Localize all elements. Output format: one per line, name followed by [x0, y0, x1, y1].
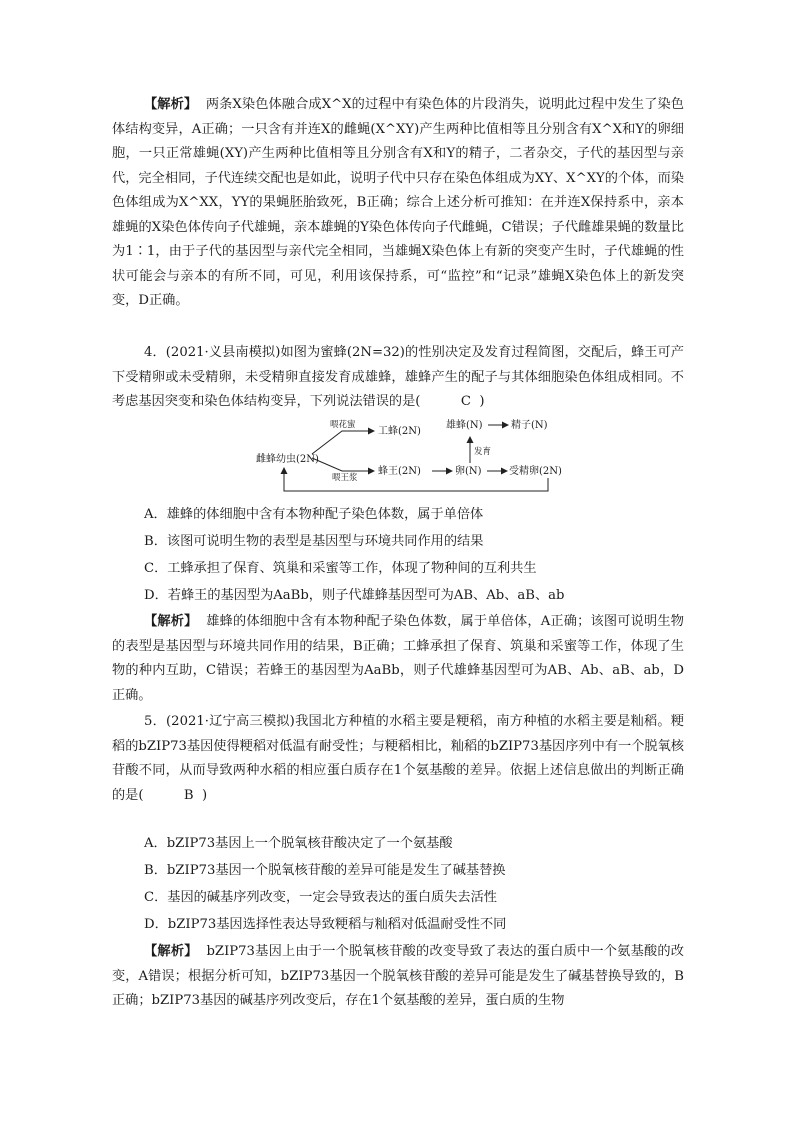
arrow-to-queen: [312, 458, 374, 471]
analysis-paragraph-5: 【解析】 bZIP73基因上由于一个脱氧核苷酸的改变导致了表达的蛋白质中一个氨基酸的改变，A错误；根据分析可知，bZIP73基因一个脱氧核苷酸的差异可能是发生了碱基替换导致的，B正确；bZIP73基因的碱基序列改变后，存在1个氨基酸的差异，蛋白质的生物: [112, 944, 684, 1008]
analysis-label: 【解析】: [144, 97, 198, 112]
question-4-stem: 4．(2021·义县南模拟)如图为蜜蜂(2N=32)的性别决定及发育过程简图，交配后，蜂王可产下受精卵或未受精卵，未受精卵直接发育成雄蜂，雄蜂产生的配子与其体细胞染色体组成相同。不考虑基因突变和染色体结构变异，下列说法错误的是( C ): [112, 341, 684, 415]
q5-option-c: C．基因的碱基序列改变，一定会导致表达的蛋白质失去活性: [144, 890, 497, 905]
analysis-text: 两条X染色体融合成X^X的过程中有染色体的片段消失，说明此过程中发生了染色体结构变异，A正确；一只含有并连X的雌蝇(X^XY)产生两种比值相等且分别含有X^X和Y的卵细胞，一只正常雄蝇(XY)产生两种比值相等且分别含有X和Y的精子，二者杂交，子代的基因型与亲代，完全相同，子代连续交配也是如此，说明子代中只存在染色体组成为XY、X^XY的个体，而染色体组成为X^XX，YY的果蝇胚胎致死，B正确；综合上述分析可推知：在并连X保持系中，亲本雄蝇的X染色体传向子代雄蝇，亲本雄蝇的Y染色体传向子代雌蝇，C错误；子代雌雄果蝇的数量比为1∶1，由于子代的基因型与亲代完全相同，当雄蝇X染色体上有新的突变产生时，子代雄蝇的性状可能会与亲本的有所不同，可见，利用该保持系，可“监控”和“记录”雄蝇X染色体上的新发突变，D正确。: [112, 97, 684, 308]
label-drone: 雄蜂(N): [446, 420, 483, 431]
analysis-paragraph-1: [112, 93, 684, 314]
question-5-stem: 5．(2021·辽宁高三模拟)我国北方种植的水稻主要是粳稻，南方种植的水稻主要是籼稻。粳稻的bZIP73基因使得粳稻对低温有耐受性；与粳稻相比，籼稻的bZIP73基因序列中有一个脱氧核苷酸不同，从而导致两种水稻的相应蛋白质存在1个氨基酸的差异。依据上述信息做出的判断正确的是( B ): [112, 710, 684, 808]
q4-option-d: D．若蜂王的基因型为AaBb，则子代雄蜂基因型可为AB、Ab、aB、ab: [144, 588, 565, 603]
question-5-answer: B: [183, 787, 194, 803]
label-egg: 卵(N): [455, 466, 482, 477]
label-sperm: 精子(N): [511, 420, 548, 431]
q4-option-a: A．雄蜂的体细胞中含有本物种配子染色体数，属于单倍体: [144, 507, 484, 522]
q4-option-b: B．该图可说明生物的表型是基因型与环境共同作用的结果: [144, 534, 484, 549]
label-zygote: 受精卵(2N): [509, 466, 562, 477]
analysis-label: 【解析】: [144, 614, 198, 629]
label-royal-jelly: 喂王浆: [332, 473, 358, 483]
label-worker: 工蜂(2N): [378, 426, 421, 437]
q5-option-a: A．bZIP73基因上一个脱氧核苷酸决定了一个氨基酸: [144, 836, 453, 851]
arrow-to-worker: [312, 431, 374, 454]
label-queen: 蜂王(2N): [378, 466, 421, 477]
analysis-label: 【解析】: [144, 944, 198, 959]
q4-option-c: C．工蜂承担了保育、筑巢和采蜜等工作，体现了物种间的互利共生: [144, 561, 537, 576]
label-larva: 雌蜂幼虫(2N): [256, 454, 319, 465]
bee-development-diagram: [250, 413, 570, 495]
analysis-paragraph-4: 【解析】 雄蜂的体细胞中含有本物种配子染色体数，属于单倍体，A正确；该图可说明生物的表型是基因型与环境共同作用的结果，B正确；工蜂承担了保育、筑巢和采蜜等工作，体现了生物的种内互助，C错误；若蜂王的基因型为AaBb，则子代雄蜂基因型可为AB、Ab、aB、ab，D正确。: [112, 614, 684, 703]
label-pollen: 喂花蜜: [330, 420, 356, 430]
q5-option-b: B．bZIP73基因一个脱氧核苷酸的差异可能是发生了碱基替换: [144, 863, 506, 878]
label-develop: 发育: [474, 447, 492, 457]
question-4-answer: C: [460, 394, 471, 409]
q5-option-d: D．bZIP73基因选择性表达导致粳稻与籼稻对低温耐受性不同: [144, 917, 507, 932]
